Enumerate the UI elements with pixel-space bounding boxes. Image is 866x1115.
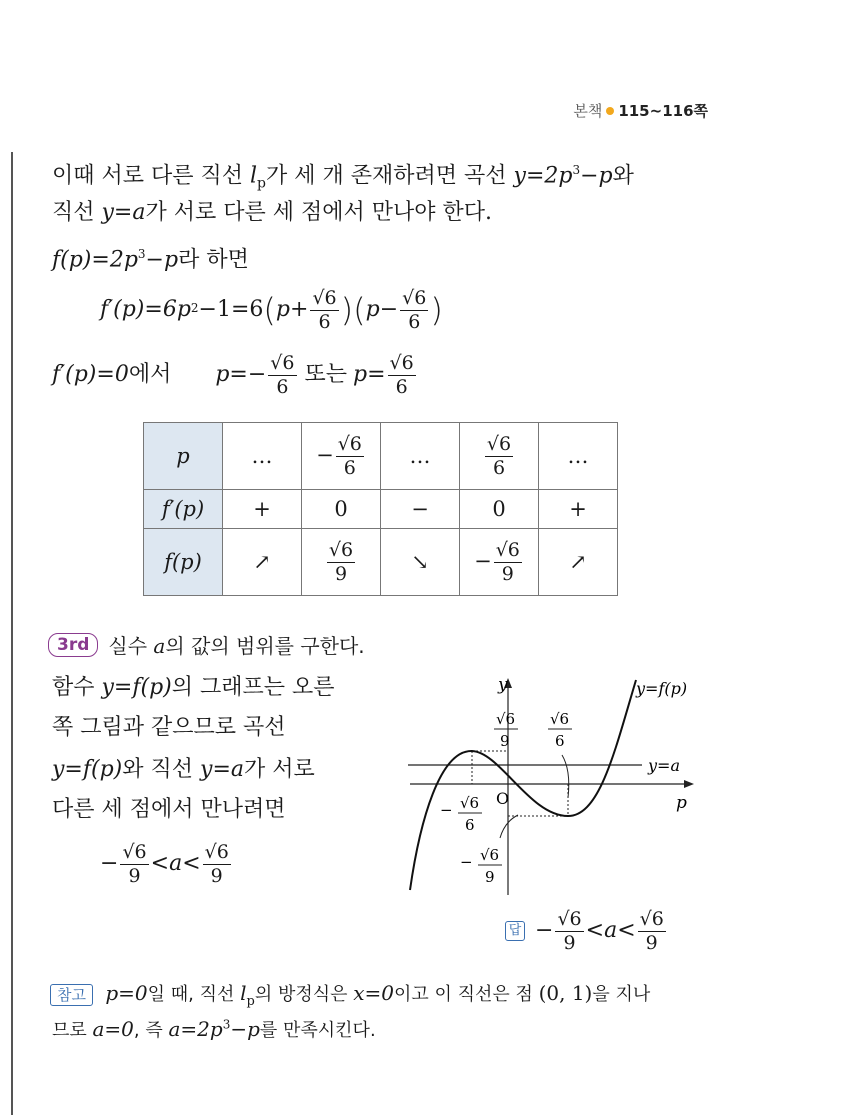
note-line2 (52, 1016, 376, 1042)
paren-close: ) (340, 291, 354, 329)
table-row (144, 423, 618, 490)
table-cell: 0 (460, 490, 539, 529)
math: a=2p (168, 1017, 223, 1041)
increasing-arrow-icon: ↗ (223, 529, 302, 596)
x-axis-arrow-icon (684, 780, 694, 788)
text: 의 그래프는 오른 (171, 675, 335, 700)
text: 실수 (108, 634, 154, 658)
f-definition (52, 240, 249, 274)
math-sup: 2 (190, 301, 199, 315)
cubic-curve (410, 680, 636, 890)
text: 함수 (52, 675, 102, 700)
text: 일 때, 직선 (147, 984, 241, 1005)
math: −1=6 (198, 297, 264, 322)
step-title (108, 630, 364, 659)
para3-line2: 쪽 그림과 같으므로 곡선 (52, 715, 286, 740)
text: 또는 (304, 362, 348, 387)
denominator: 6 (465, 816, 475, 834)
curve-label: y=f(p) (636, 679, 688, 698)
math-sub: p (257, 175, 267, 192)
pointer-arrow (562, 755, 569, 798)
para1-line2 (52, 199, 492, 227)
denominator: 6 (395, 375, 408, 398)
table-cell: − $\frac{√6}{6}$ (302, 423, 381, 490)
denominator: 9 (334, 562, 348, 585)
fraction (310, 286, 338, 333)
math: p=0 (105, 981, 148, 1005)
denominator: 9 (485, 868, 495, 886)
table-cell: + (539, 490, 618, 529)
math: p= (353, 362, 386, 387)
minus: − (440, 801, 453, 819)
text: 와 직선 (122, 757, 201, 782)
text: 를 만족시킨다. (259, 1020, 376, 1041)
x-axis-label: p (676, 793, 687, 813)
text: 의 방정식은 (254, 984, 354, 1005)
graph-frac-xmin (548, 710, 572, 750)
graph-frac-min (460, 846, 502, 886)
text: 이고 이 직선은 점 (393, 984, 539, 1005)
graph-frac-max (494, 710, 518, 750)
math: p+ (275, 297, 309, 322)
minus: − (460, 853, 473, 871)
math: f(p)=2p (52, 247, 138, 273)
header-dot-icon (606, 107, 614, 115)
function-graph (400, 670, 720, 900)
math: y=a (101, 200, 146, 225)
decreasing-arrow-icon: ↘ (381, 529, 460, 596)
text: 의 값의 범위를 구한다. (165, 634, 365, 658)
note-badge: 참고 (50, 984, 93, 1006)
sqrt-six: √6 (402, 286, 427, 309)
denominator: 9 (210, 864, 223, 887)
table-header-cell: f′(p) (144, 490, 223, 529)
math: a=0 (92, 1017, 134, 1041)
paren-close: ) (430, 291, 443, 329)
text: , 즉 (133, 1020, 169, 1041)
math: − (100, 851, 119, 876)
answer (505, 903, 668, 959)
derivative-line (100, 280, 443, 340)
math: −p (230, 1017, 260, 1041)
sqrt-six: √6 (486, 432, 512, 455)
math: y=a (200, 757, 244, 782)
table-header-cell: f(p) (144, 529, 223, 596)
graph-frac-xmax (440, 794, 482, 834)
math: −p (580, 163, 613, 189)
text: 와 (612, 163, 634, 189)
para1-line1 (52, 156, 634, 198)
sqrt-six: √6 (550, 710, 570, 728)
text: 이때 서로 다른 직선 (52, 163, 250, 189)
sqrt-six: √6 (337, 432, 362, 455)
range-inequality (100, 836, 233, 892)
step-badge: 3rd (48, 633, 98, 657)
math: <a< (585, 918, 636, 943)
denominator: 6 (408, 310, 421, 333)
sqrt-six: √6 (557, 907, 582, 930)
note-line1 (50, 980, 650, 1009)
answer-icon: 답 (505, 921, 525, 941)
math: −p (145, 247, 179, 273)
math: y=f(p) (52, 757, 123, 782)
table-header-cell: p (144, 423, 223, 490)
denominator: 9 (645, 931, 658, 954)
para3-line1 (52, 674, 335, 702)
paren-open: ( (353, 291, 366, 329)
denominator: 9 (501, 562, 514, 585)
paren-open: ( (263, 291, 276, 329)
math-sup: 3 (572, 163, 581, 177)
margin-line (11, 152, 13, 1115)
sqrt-six: √6 (312, 286, 337, 309)
book-label: 본책 (573, 102, 603, 120)
table-cell: … (381, 423, 460, 490)
text: 가 세 개 존재하려면 곡선 (266, 163, 514, 189)
table-cell: 0 (302, 490, 381, 529)
denominator: 6 (492, 456, 506, 479)
math: p=− (215, 362, 267, 387)
math: f′(p)=6p (100, 297, 191, 322)
critical-points-line (52, 346, 418, 404)
text: 라 하면 (178, 247, 249, 273)
y-axis-label: y (498, 675, 508, 695)
math-sup: 3 (137, 247, 146, 261)
table-cell (460, 423, 539, 490)
sqrt-six: √6 (389, 351, 414, 374)
table-cell: − (381, 490, 460, 529)
page-range: 115~116쪽 (618, 102, 708, 120)
denominator: 9 (563, 931, 576, 954)
math: − (535, 918, 554, 943)
fraction (268, 351, 296, 398)
table-cell: + (223, 490, 302, 529)
math: y=2p (513, 163, 573, 189)
sqrt-six: √6 (328, 538, 354, 561)
fraction (388, 351, 416, 398)
sign-table (143, 422, 618, 596)
math-sub: p (246, 994, 255, 1009)
table-cell: … (539, 423, 618, 490)
math: f′(p)=0 (52, 362, 129, 387)
denominator: 6 (555, 732, 565, 750)
sqrt-six: √6 (496, 710, 516, 728)
math: (0, 1) (538, 981, 593, 1005)
math: a (153, 634, 166, 658)
text: 에서 (128, 362, 172, 387)
text: 가 서로 다른 세 점에서 만나야 한다. (145, 200, 492, 225)
origin-label: O (496, 789, 510, 808)
fraction (400, 286, 428, 333)
denominator: 6 (318, 310, 331, 333)
sqrt-six: √6 (495, 538, 520, 561)
denominator: 6 (276, 375, 289, 398)
denominator: 6 (343, 456, 356, 479)
sqrt-six: √6 (270, 351, 295, 374)
text: 가 서로 (244, 757, 315, 782)
table-cell (302, 529, 381, 596)
text: 을 지나 (592, 984, 651, 1005)
table-cell: − $\frac{√6}{9}$ (460, 529, 539, 596)
pointer-arrow (500, 815, 518, 838)
sqrt-six: √6 (639, 907, 664, 930)
math: l (240, 981, 247, 1005)
text: 므로 (52, 1020, 93, 1041)
step3-heading (48, 630, 365, 659)
denominator: 9 (500, 732, 510, 750)
denominator: 9 (128, 864, 141, 887)
line-label: y=a (648, 756, 680, 775)
increasing-arrow-icon: ↗ (539, 529, 618, 596)
math: x=0 (353, 981, 394, 1005)
sqrt-six: √6 (122, 840, 147, 863)
math: y=f(p) (101, 675, 172, 700)
math: <a< (150, 851, 201, 876)
math-sup: 3 (222, 1017, 231, 1032)
math: p− (365, 297, 399, 322)
table-row (144, 490, 618, 529)
math: l (250, 163, 258, 189)
sqrt-six: √6 (480, 846, 500, 864)
table-cell: … (223, 423, 302, 490)
text: 직선 (52, 200, 102, 225)
page-header (573, 100, 708, 121)
table-row (144, 529, 618, 596)
sqrt-six: √6 (204, 840, 229, 863)
sqrt-six: √6 (460, 794, 480, 812)
para3-line3 (52, 756, 315, 784)
para3-line4: 다른 세 점에서 만나려면 (52, 797, 286, 822)
